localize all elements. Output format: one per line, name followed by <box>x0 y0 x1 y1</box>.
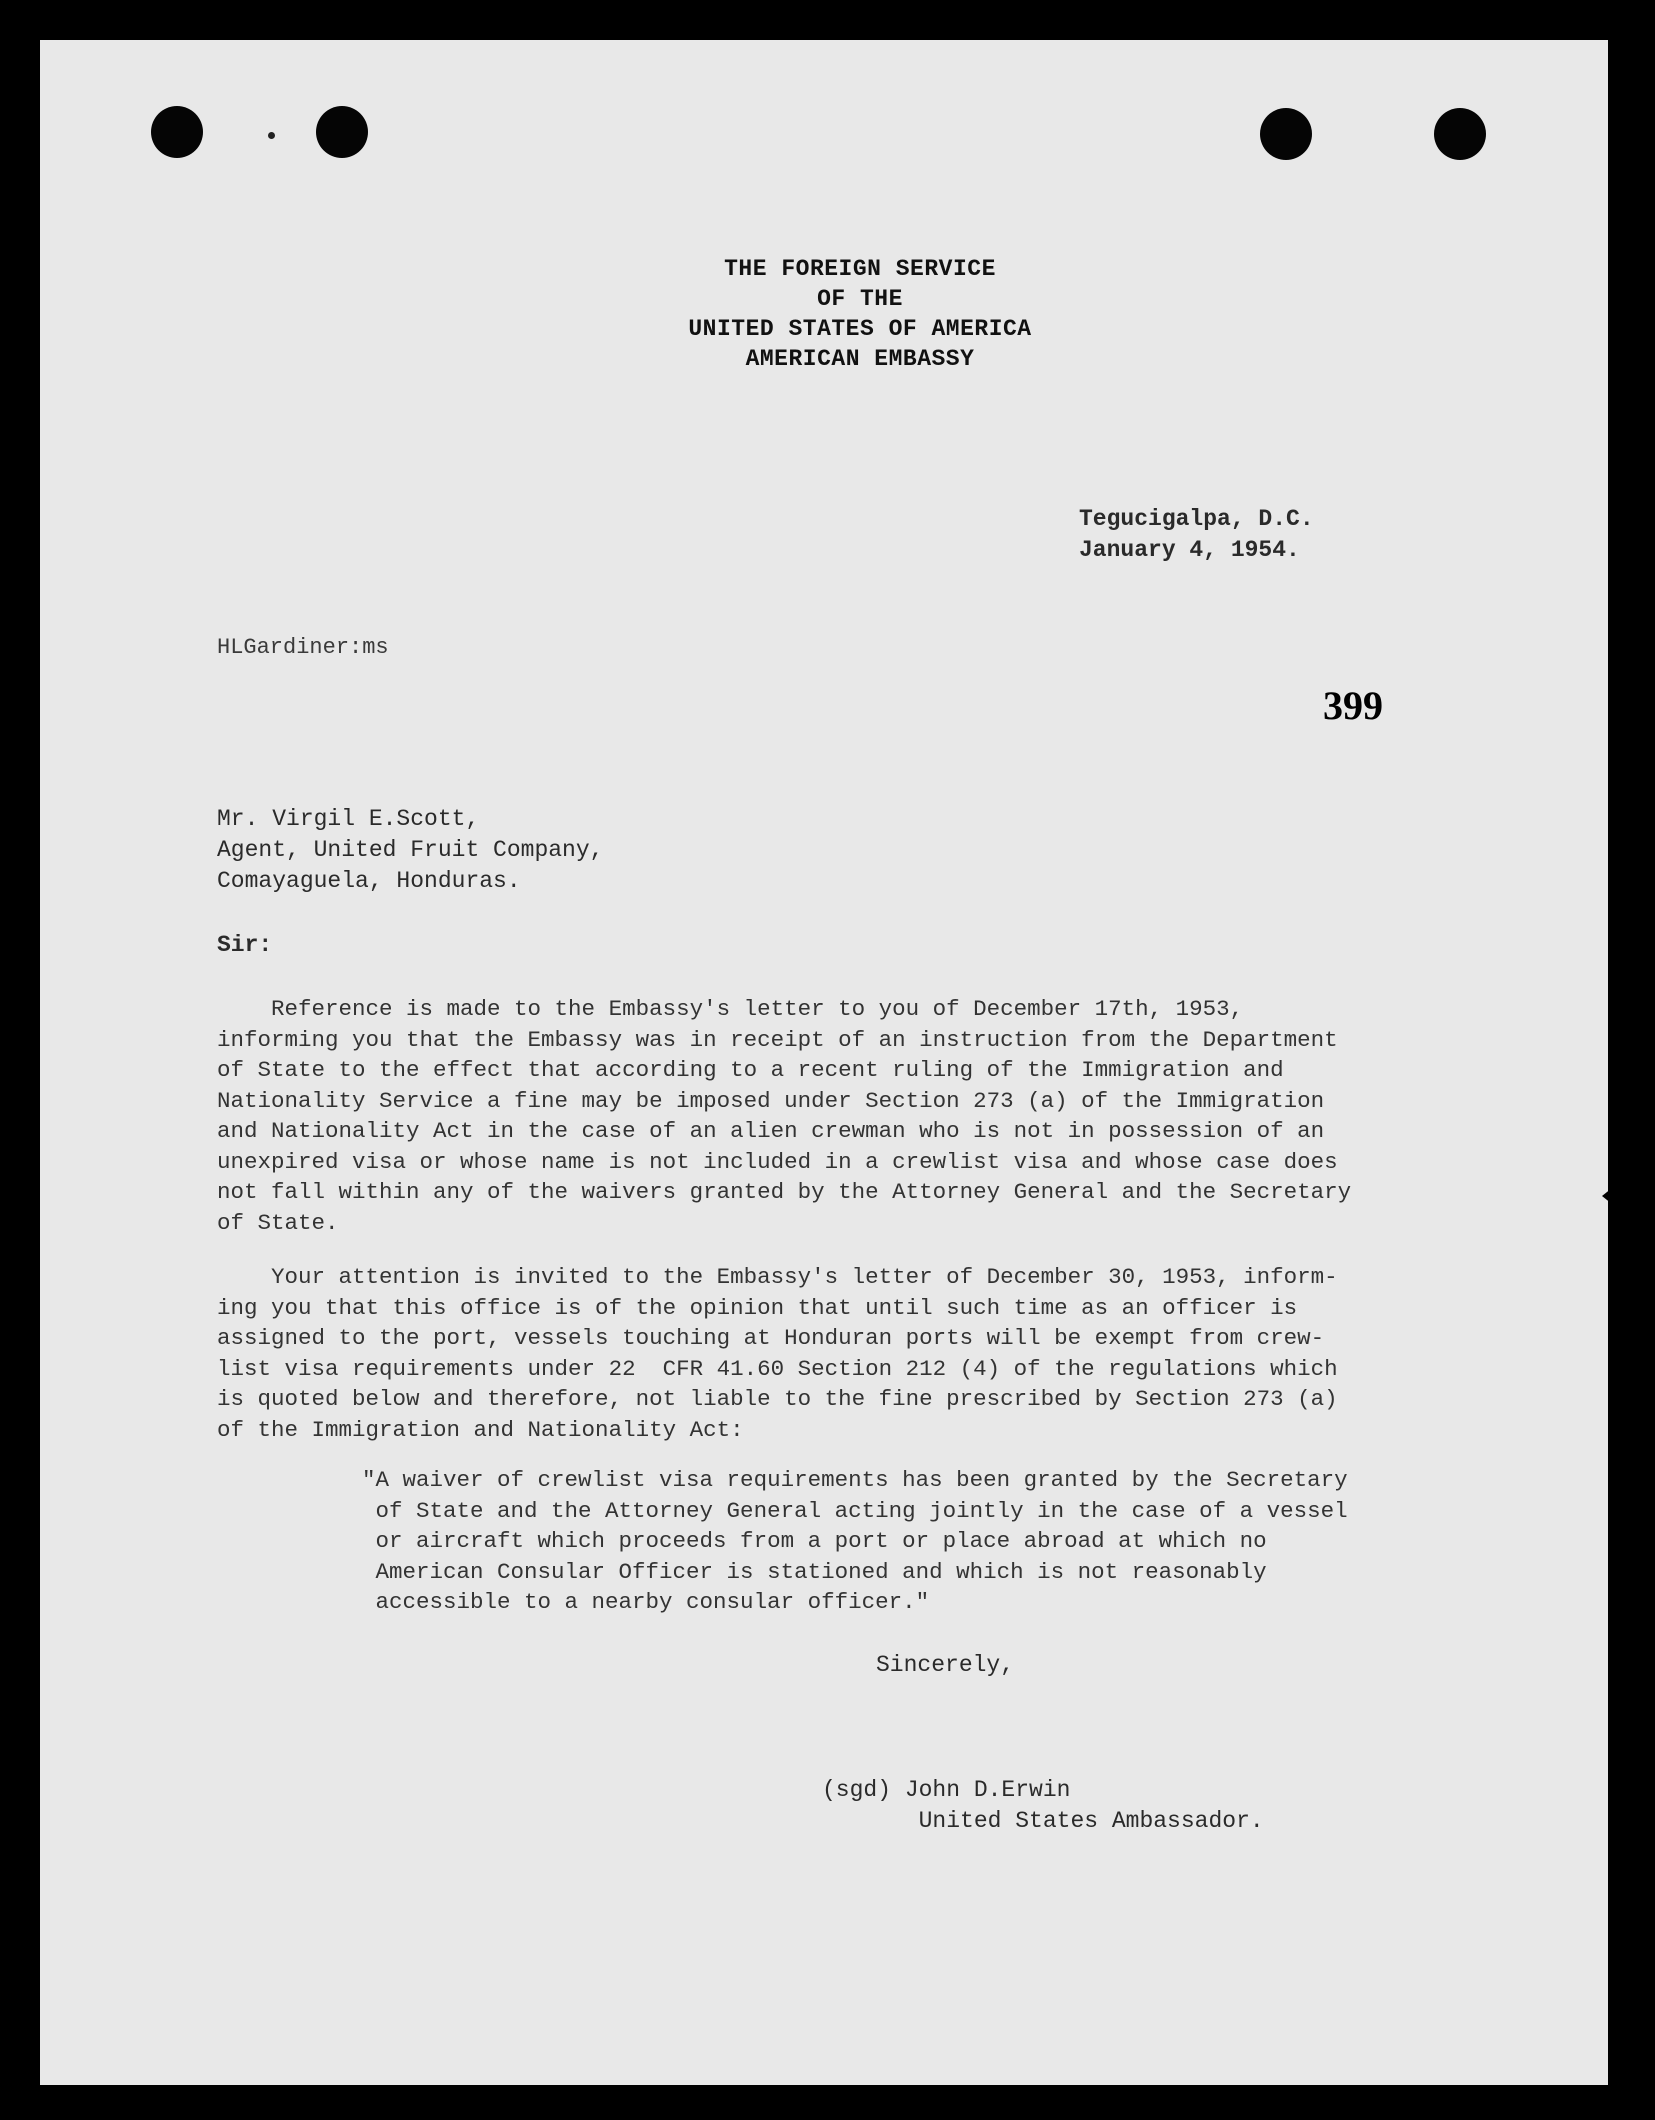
addressee-block <box>217 804 603 897</box>
letterhead-line: UNITED STATES OF AMERICA <box>688 316 1032 342</box>
quote-line: or aircraft which proceeds from a port or place abroad at which no <box>362 1528 1267 1554</box>
signer-title: United States Ambassador. <box>822 1808 1264 1834</box>
quote-line: of State and the Attorney General acting jointly in the case of a vessel <box>362 1497 1348 1524</box>
document-number: 399 <box>1323 683 1383 728</box>
addressee-line: Agent, United Fruit Company, <box>217 837 604 863</box>
signature-block <box>822 1775 1264 1837</box>
salutation: Sir: <box>217 932 273 958</box>
paragraph-line: informing you that the Embassy was in receipt of an instruction from the Department <box>217 1026 1338 1053</box>
closing: Sincerely, <box>876 1652 1015 1678</box>
punch-hole <box>316 106 368 158</box>
punch-hole <box>1260 108 1312 160</box>
punch-hole <box>151 106 203 158</box>
page-edge-notch <box>1602 1188 1612 1204</box>
paragraph-line: list visa requirements under 22 CFR 41.60 Section 212 (4) of the regulations which <box>217 1355 1338 1382</box>
quote-line: American Consular Officer is stationed and which is not reasonably <box>362 1558 1267 1585</box>
date: January 4, 1954. <box>1079 537 1300 563</box>
paragraph-line: of State to the effect that according to a recent ruling of the Immigration and <box>217 1057 1284 1083</box>
paragraph-line: of State. <box>217 1209 339 1236</box>
paragraph-line: Nationality Service a fine may be imposed under Section 273 (a) of the Immigration <box>217 1087 1325 1114</box>
body-paragraph-1 <box>217 994 1351 1238</box>
letterhead <box>560 254 1160 374</box>
paragraph-line: of the Immigration and Nationality Act: <box>217 1416 744 1443</box>
addressee-line: Comayaguela, Honduras. <box>217 868 521 894</box>
signer-name: (sgd) John D.Erwin <box>822 1777 1071 1803</box>
letter-page <box>40 40 1608 2085</box>
place: Tegucigalpa, D.C. <box>1079 506 1314 532</box>
paragraph-line: not fall within any of the waivers granted by the Attorney General and the Secretary <box>217 1179 1352 1205</box>
punch-hole <box>1434 108 1486 160</box>
reference-initials: HLGardiner:ms <box>217 635 389 660</box>
ink-dot <box>268 132 275 139</box>
letterhead-line: AMERICAN EMBASSY <box>745 346 975 372</box>
letterhead-line: OF THE <box>817 286 903 312</box>
paragraph-line: Your attention is invited to the Embassy's letter of December 30, 1953, inform- <box>217 1264 1338 1290</box>
body-paragraph-2 <box>217 1262 1338 1445</box>
paragraph-line: assigned to the port, vessels touching at Honduran ports will be exempt from crew- <box>217 1325 1325 1351</box>
quote-line: "A waiver of crewlist visa requirements has been granted by the Secretary <box>362 1467 1348 1493</box>
letterhead-line: THE FOREIGN SERVICE <box>724 256 996 282</box>
place-and-date <box>1079 504 1314 566</box>
paragraph-line: ing you that this office is of the opinion that until such time as an officer is <box>217 1294 1298 1321</box>
addressee-line: Mr. Virgil E.Scott, <box>217 806 480 832</box>
paragraph-line: unexpired visa or whose name is not included in a crewlist visa and whose case does <box>217 1148 1338 1175</box>
paragraph-line: and Nationality Act in the case of an alien crewman who is not in possession of an <box>217 1118 1325 1144</box>
paragraph-line: is quoted below and therefore, not liable to the fine prescribed by Section 273 (a) <box>217 1386 1338 1412</box>
paragraph-line: Reference is made to the Embassy's letter to you of December 17th, 1953, <box>217 996 1244 1022</box>
quote-line: accessible to a nearby consular officer." <box>362 1589 930 1615</box>
quoted-regulation <box>362 1465 1348 1618</box>
